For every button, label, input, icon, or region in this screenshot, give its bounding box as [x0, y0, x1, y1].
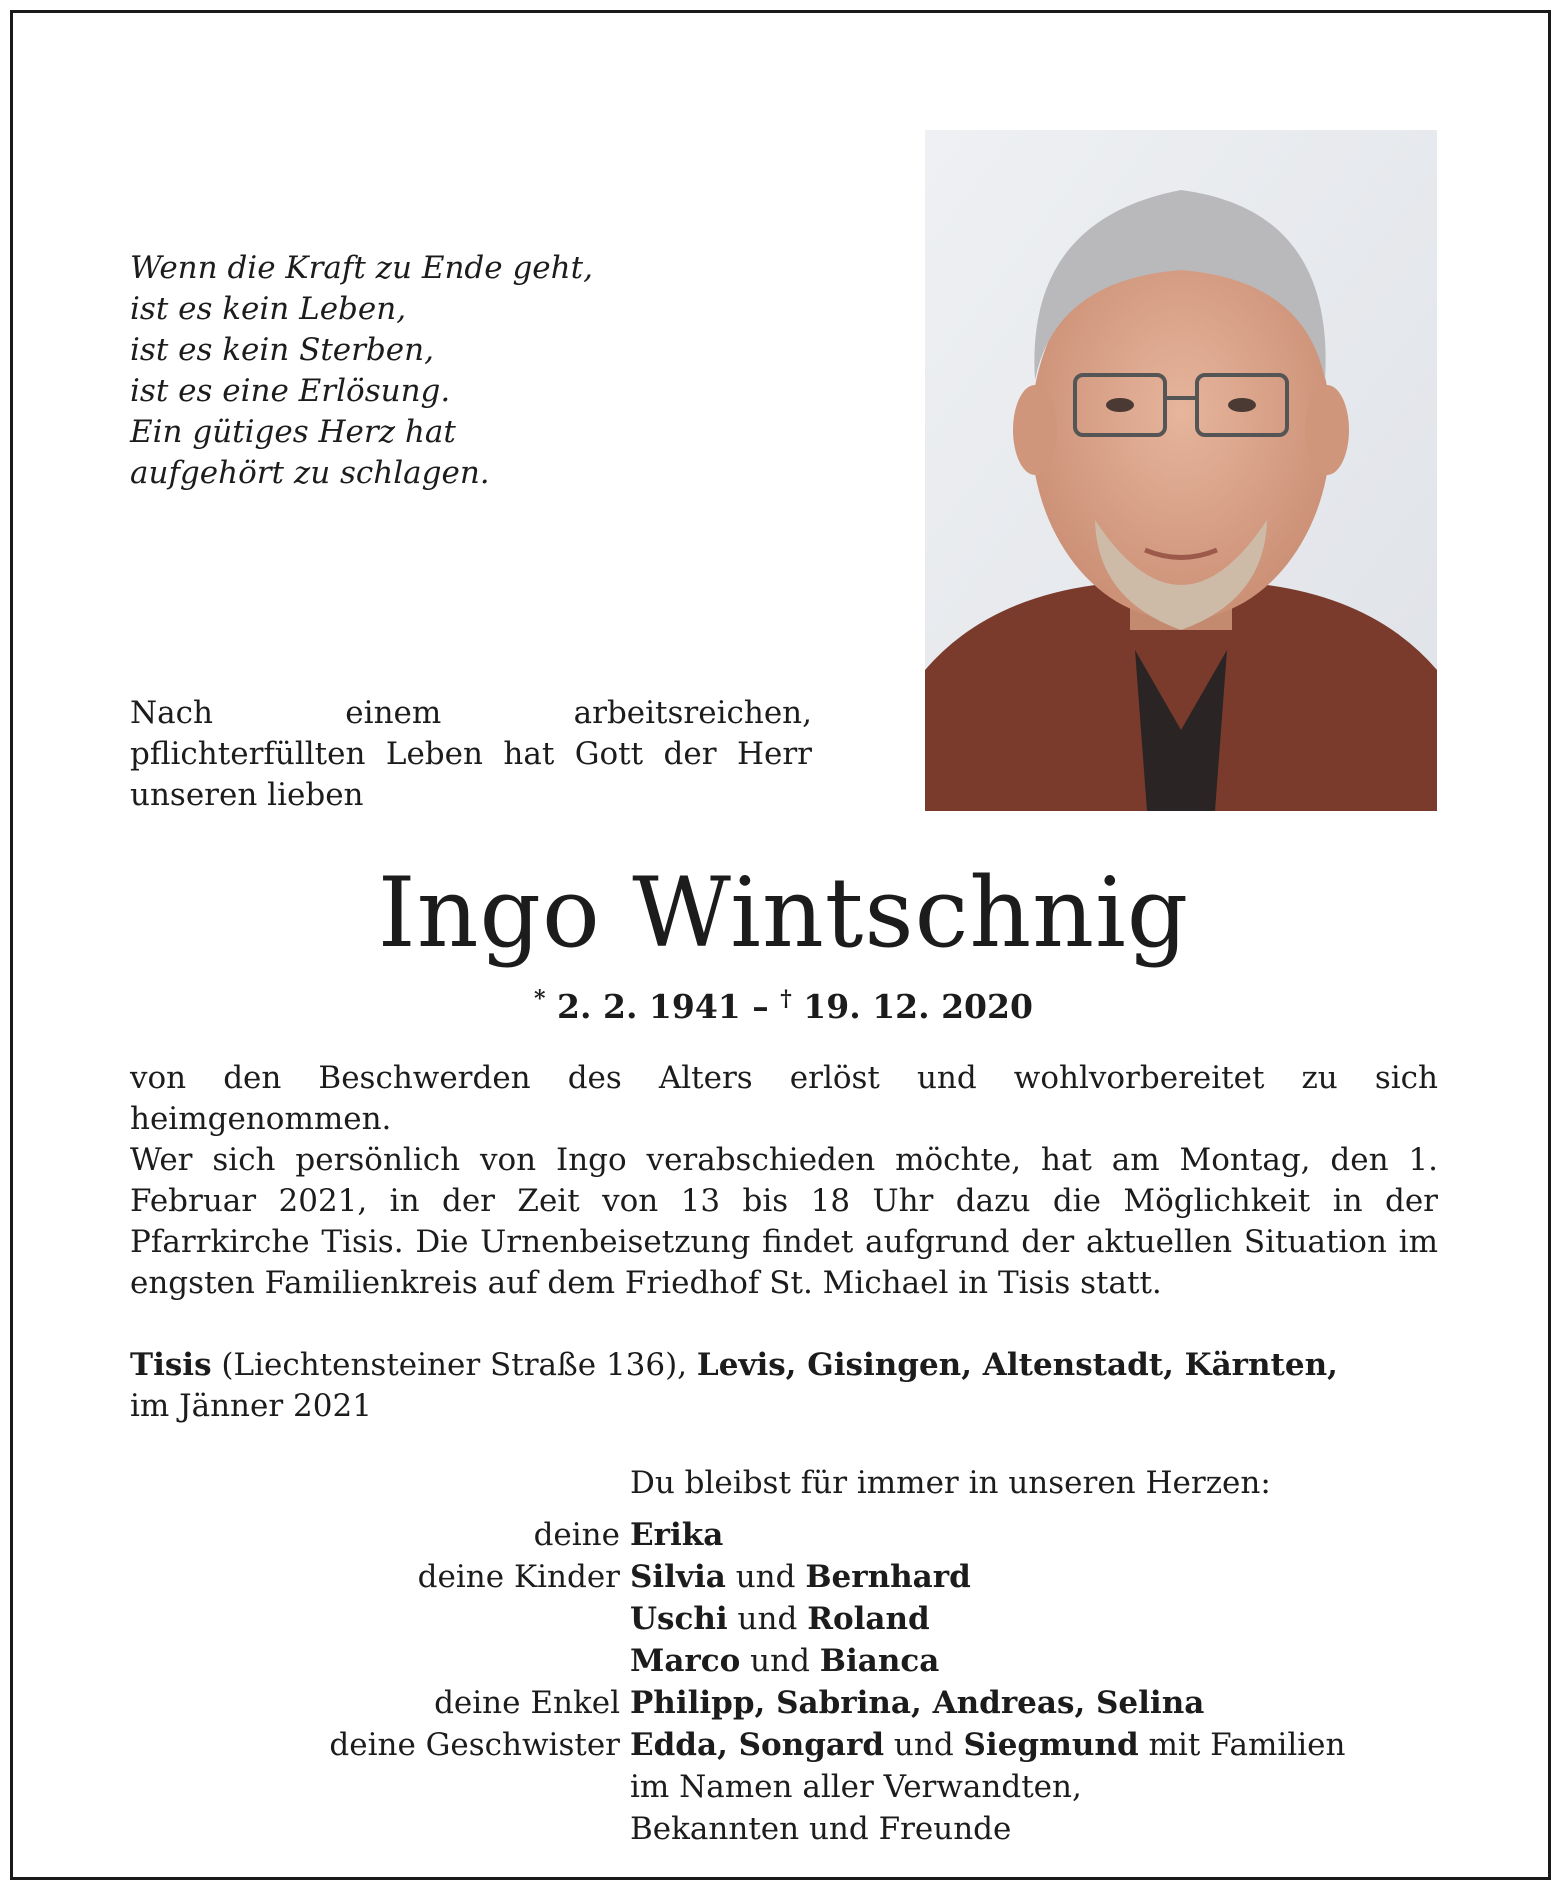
- place-town: Tisis: [130, 1347, 212, 1383]
- mourner-row: [130, 1598, 1438, 1640]
- portrait-image: [925, 130, 1437, 811]
- mourner-row: [130, 1724, 1438, 1766]
- place-and-date: [130, 1345, 1438, 1427]
- poem-line: ist es eine Erlösung.: [130, 373, 451, 409]
- place-address: (Liechtensteiner Straße 136),: [221, 1347, 688, 1383]
- poem-line: Wenn die Kraft zu Ende geht,: [130, 250, 593, 286]
- conjunction: und: [893, 1727, 954, 1763]
- poem-line: Ein gütiges Herz hat: [130, 414, 456, 450]
- mourner-row: [130, 1640, 1438, 1682]
- mourner-name: Marco: [630, 1643, 741, 1679]
- mourners-heading: Du bleibst für immer in unseren Herzen:: [630, 1465, 1271, 1501]
- mourner-name: Roland: [807, 1601, 930, 1637]
- with-families: mit Familien: [1148, 1727, 1346, 1763]
- relation-label: deine Enkel: [434, 1685, 620, 1721]
- deceased-name: Ingo Wintschnig: [377, 857, 1190, 969]
- relation-label: deine: [533, 1517, 620, 1553]
- mourner-name: Silvia: [630, 1559, 726, 1595]
- mourner-row: [130, 1808, 1438, 1850]
- mourner-name: Uschi: [630, 1601, 728, 1637]
- relation-label: [130, 1598, 630, 1640]
- mourner-name: Bianca: [819, 1643, 940, 1679]
- relation-label: deine Geschwister: [329, 1727, 620, 1763]
- place-others: Levis, Gisingen, Altenstadt, Kärnten,: [696, 1347, 1338, 1383]
- mourner-row: [130, 1766, 1438, 1808]
- mourner-name: Philipp, Sabrina, Andreas, Selina: [630, 1685, 1205, 1721]
- poem-line: ist es kein Sterben,: [130, 332, 434, 368]
- body-paragraph: von den Beschwerden des Alters erlöst und wohlvorbereitet zu sich heimgenommen.: [130, 1060, 1438, 1137]
- conjunction: und: [750, 1643, 810, 1679]
- life-dates: [0, 986, 1567, 1026]
- conjunction: und: [735, 1559, 796, 1595]
- closing-line: im Namen aller Verwandten,: [630, 1769, 1082, 1805]
- portrait-photo: [925, 130, 1437, 811]
- poem: [130, 248, 593, 494]
- mourner-name: Erika: [630, 1517, 724, 1553]
- poem-line: aufgehört zu schlagen.: [130, 455, 490, 491]
- relation-label: deine Kinder: [417, 1559, 620, 1595]
- birth-symbol: *: [534, 986, 546, 1012]
- closing-line: Bekannten und Freunde: [630, 1811, 1012, 1847]
- body-paragraph: Wer sich persönlich von Ingo verabschieden möchte, hat am Montag, den 1. Februar 2021, in der Zeit von 13 bis 18 Uhr dazu die Möglichkeit in der Pfarrkirche Tisis. Die Urnenbeisetzung findet aufgrund der aktuellen Situation im engsten Familienkreis auf dem Friedhof St. Michael in Tisis statt.: [130, 1142, 1438, 1301]
- mourner-row: [130, 1682, 1438, 1724]
- date-separator: –: [752, 987, 769, 1026]
- birth-date: 2. 2. 1941: [557, 987, 741, 1026]
- notice-date: im Jänner 2021: [130, 1388, 372, 1424]
- relation-label: [130, 1640, 630, 1682]
- mourners-list: [130, 1462, 1438, 1850]
- mourner-row: [130, 1556, 1438, 1598]
- mourner-name: Siegmund: [963, 1727, 1139, 1763]
- intro-text: Nach einem arbeitsreichen, pflichterfüllten Leben hat Gott der Herr unseren lieben: [130, 695, 812, 813]
- mourner-row: [130, 1514, 1438, 1556]
- mourner-name: Bernhard: [805, 1559, 971, 1595]
- conjunction: und: [737, 1601, 798, 1637]
- death-symbol: †: [780, 986, 792, 1012]
- mourner-name: Edda, Songard: [630, 1727, 885, 1763]
- poem-line: ist es kein Leben,: [130, 291, 407, 327]
- notice-body: [130, 1058, 1438, 1304]
- death-date: 19. 12. 2020: [803, 987, 1033, 1026]
